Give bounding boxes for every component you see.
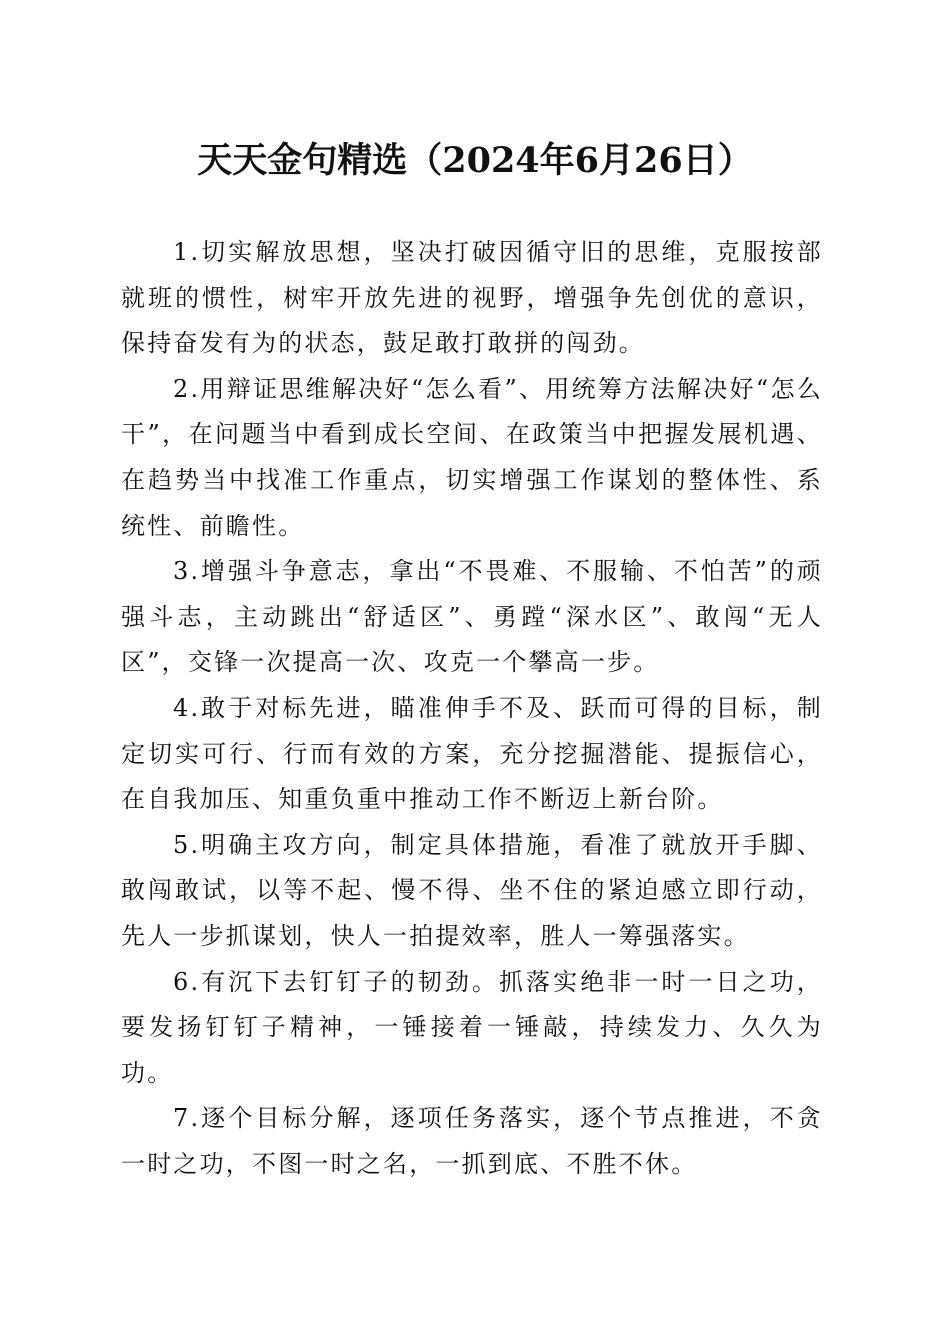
document-body (121, 230, 823, 1187)
paragraph-7: 7.逐个目标分解，逐项任务落实，逐个节点推进，不贪一时之功，不图一时之名，一抓到底、不胜不休。 (121, 1104, 823, 1178)
document-title: 天天金句精选（2024年6月26日） (197, 140, 753, 181)
paragraph-1: 1.切实解放思想，坚决打破因循守旧的思维，克服按部就班的惯性，树牢开放先进的视野，增强争先创优的意识，保持奋发有为的状态，鼓足敢打敢拼的闯劲。 (121, 238, 823, 358)
paragraph-6: 6.有沉下去钉钉子的韧劲。抓落实绝非一时一日之功，要发扬钉钉子精神，一锤接着一锤敲，持续发力、久久为功。 (121, 967, 823, 1087)
paragraph-4: 4.敢于对标先进，瞄准伸手不及、跃而可得的目标，制定切实可行、行而有效的方案，充分挖掘潜能、提振信心，在自我加压、知重负重中推动工作不断迈上新台阶。 (121, 693, 823, 814)
paragraph-3: 3.增强斗争意志，拿出“不畏难、不服输、不怕苦”的顽强斗志，主动跳出“舒适区”、勇蹚“深水区”、敢闯“无人区”，交锋一次提高一次、攻克一个攀高一步。 (121, 557, 823, 677)
paragraph-2: 2.用辩证思维解决好“怎么看”、用统筹方法解决好“怎么干”，在问题当中看到成长空间、在政策当中把握发展机遇、在趋势当中找准工作重点，切实增强工作谋划的整体性、系统性、前瞻性。 (121, 374, 823, 540)
paragraph-5: 5.明确主攻方向，制定具体措施，看准了就放开手脚、敢闯敢试，以等不起、慢不得、坐不住的紧迫感立即行动，先人一步抓谋划，快人一拍提效率，胜人一筹强落实。 (121, 830, 823, 950)
